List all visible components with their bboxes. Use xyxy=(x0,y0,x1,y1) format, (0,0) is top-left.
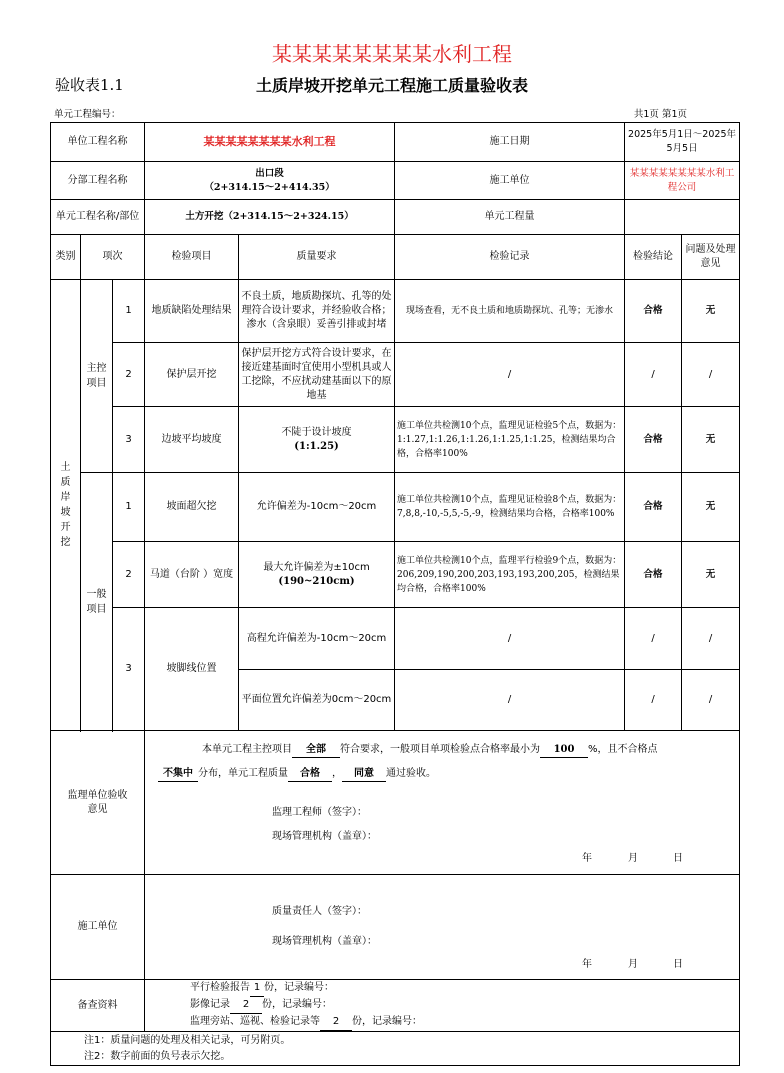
contractor-sign-area xyxy=(145,875,740,980)
supervisor-label: 监理单位验收意见 xyxy=(51,731,145,875)
supervisor-distribution-value: 不集中 xyxy=(158,767,198,782)
main-item-no: 3 xyxy=(113,407,145,473)
main-item-issue: 无 xyxy=(682,280,740,343)
supervisor-quality-value: 合格 xyxy=(288,767,332,782)
general-item-conclusion: / xyxy=(625,608,682,670)
general-item-no: 1 xyxy=(113,473,145,542)
supervisor-month: 月 xyxy=(628,853,639,864)
supervisor-day: 日 xyxy=(673,853,684,864)
general-item-record: 施工单位共检测10个点，监理见证检验8个点，数据为：7,8,8,-10,-5,5,-5,-9，检测结果均合格，合格率100% xyxy=(395,473,625,542)
note-1: 注1：质量问题的处理及相关记录，可另附页。 xyxy=(84,1034,291,1046)
main-item-requirement: 不陡于设计坡度 (1:1.25) xyxy=(239,407,395,473)
contractor-value: 某某某某某某某某水利工程公司 xyxy=(625,162,740,200)
main-item-name: 地质缺陷处理结果 xyxy=(145,280,239,343)
division-value: 出口段 （2+314.15～2+414.35） xyxy=(145,162,395,200)
contractor-person-sign: 质量责任人（签字）： xyxy=(272,906,368,917)
group-general: 一般项目 xyxy=(81,473,113,731)
element-label: 单元工程名称/部位 xyxy=(51,200,145,235)
general-item-record: / xyxy=(395,608,625,670)
main-item-record: 现场查看，无不良土质和地质勘探坑、孔等；无渗水 xyxy=(395,280,625,343)
general-item-issue: / xyxy=(682,608,740,670)
main-item-name: 保护层开挖 xyxy=(145,343,239,407)
main-item-requirement: 保护层开挖方式符合设计要求，在接近建基面时宜使用小型机具或人工挖除，不应扰动建基面以下的原地基 xyxy=(239,343,395,407)
general-item-requirement: 最大允许偏差为±10cm (190~210cm) xyxy=(239,542,395,608)
unit-project-value: 某某某某某某某某水利工程 xyxy=(145,123,395,162)
main-item-no: 2 xyxy=(113,343,145,407)
general-item-issue: 无 xyxy=(682,473,740,542)
general-item-record: 施工单位共检测10个点，监理平行检验9个点，数据为：206,209,190,200,203,193,193,200,205，检测结果均合格，合格率100% xyxy=(395,542,625,608)
page-info: 共1页 第1页 xyxy=(633,109,687,120)
element-qty-label: 单元工程量 xyxy=(395,200,625,235)
general-item-issue: / xyxy=(682,670,740,731)
supervisor-engineer-sign: 监理工程师（签字）： xyxy=(272,807,368,818)
general-item-name: 坡脚线位置 xyxy=(145,608,239,731)
main-item-requirement: 不良土质，地质勘探坑、孔等的处理符合设计要求，并经验收合格；渗水（含泉眼）妥善引排或封堵 xyxy=(239,280,395,343)
element-qty-value xyxy=(625,200,740,235)
main-item-record: 施工单位共检测10个点，监理见证检验5个点，数据为：1:1.27,1:1.26,1:1.26,1:1.25,1:1.25，检测结果均合格，合格率100% xyxy=(395,407,625,473)
form-title: 土质岸坡开挖单元工程施工质量验收表 xyxy=(255,76,528,95)
general-item-conclusion: 合格 xyxy=(625,542,682,608)
supervisor-org-stamp: 现场管理机构（盖章）： xyxy=(272,831,378,842)
supervisor-main-value: 全部 xyxy=(292,743,340,758)
supervisor-sentence-line2: 不集中 分布，单元工程质量 合格 ， 同意 通过验收。 xyxy=(158,767,436,782)
general-item-no: 3 xyxy=(113,608,145,731)
col-issues: 问题及处理意见 xyxy=(682,235,740,280)
contractor-org-stamp: 现场管理机构（盖章）： xyxy=(272,936,378,947)
main-item-record: / xyxy=(395,343,625,407)
main-item-name: 边坡平均坡度 xyxy=(145,407,239,473)
supervisor-agree-value: 同意 xyxy=(342,767,386,782)
docs-line-parallel: 平行检验报告 1 份，记录编号： xyxy=(190,980,737,997)
note-2: 注2：数字前面的负号表示欠挖。 xyxy=(84,1050,231,1062)
contractor-month: 月 xyxy=(628,959,639,970)
general-item-conclusion: / xyxy=(625,670,682,731)
general-item-requirement: 高程允许偏差为-10cm～20cm xyxy=(239,608,395,670)
supervisor-rate-value: 100 xyxy=(540,743,588,758)
col-requirement: 质量要求 xyxy=(239,235,395,280)
supervisor-year: 年 xyxy=(582,853,593,864)
docs-line-supervision: 监理旁站、巡视、检验记录等 2 份，记录编号： xyxy=(190,1014,737,1031)
general-item-issue: 无 xyxy=(682,542,740,608)
docs-list xyxy=(145,980,740,1032)
unit-project-label: 单位工程名称 xyxy=(51,123,145,162)
main-item-conclusion: / xyxy=(625,343,682,407)
main-item-conclusion: 合格 xyxy=(625,407,682,473)
docs-label: 备查资料 xyxy=(51,980,145,1032)
contractor-year: 年 xyxy=(582,959,593,970)
group-main: 主控项目 xyxy=(81,280,113,473)
contractor-sign-label: 施工单位 xyxy=(51,875,145,980)
main-item-issue: 无 xyxy=(682,407,740,473)
contractor-day: 日 xyxy=(673,959,684,970)
general-item-name: 马道（台阶 ）宽度 xyxy=(145,542,239,608)
col-check-item: 检验项目 xyxy=(145,235,239,280)
main-item-conclusion: 合格 xyxy=(625,280,682,343)
col-item-no: 项次 xyxy=(81,235,145,280)
general-item-conclusion: 合格 xyxy=(625,473,682,542)
general-item-requirement: 平面位置允许偏差为0cm～20cm xyxy=(239,670,395,731)
general-item-name: 坡面超欠挖 xyxy=(145,473,239,542)
construction-date-label: 施工日期 xyxy=(395,123,625,162)
col-record: 检验记录 xyxy=(395,235,625,280)
form-number: 验收表1.1 xyxy=(55,76,124,94)
main-item-issue: / xyxy=(682,343,740,407)
construction-date-value: 2025年5月1日～2025年5月5日 xyxy=(625,123,740,162)
col-category: 类别 xyxy=(51,235,81,280)
general-item-requirement: 允许偏差为-10cm～20cm xyxy=(239,473,395,542)
general-item-no: 2 xyxy=(113,542,145,608)
general-item-record: / xyxy=(395,670,625,731)
main-item-no: 1 xyxy=(113,280,145,343)
docs-line-images: 影像记录 2 份，记录编号： xyxy=(190,997,737,1014)
division-label: 分部工程名称 xyxy=(51,162,145,200)
col-conclusion: 检验结论 xyxy=(625,235,682,280)
contractor-label: 施工单位 xyxy=(395,162,625,200)
quality-acceptance-table xyxy=(50,122,740,1066)
category-name: 土质岸坡开挖 xyxy=(51,280,81,731)
element-value: 土方开挖（2+314.15～2+324.15） xyxy=(145,200,395,235)
notes xyxy=(51,1032,740,1066)
project-title: 某某某某某某某某水利工程 xyxy=(272,42,512,66)
supervisor-opinion xyxy=(145,731,740,875)
supervisor-sentence-line1: 本单元工程主控项目 全部 符合要求，一般项目单项检验点合格率最小为 100 %，且不合格点 xyxy=(202,743,733,758)
unit-number-label: 单元工程编号： xyxy=(54,109,121,120)
